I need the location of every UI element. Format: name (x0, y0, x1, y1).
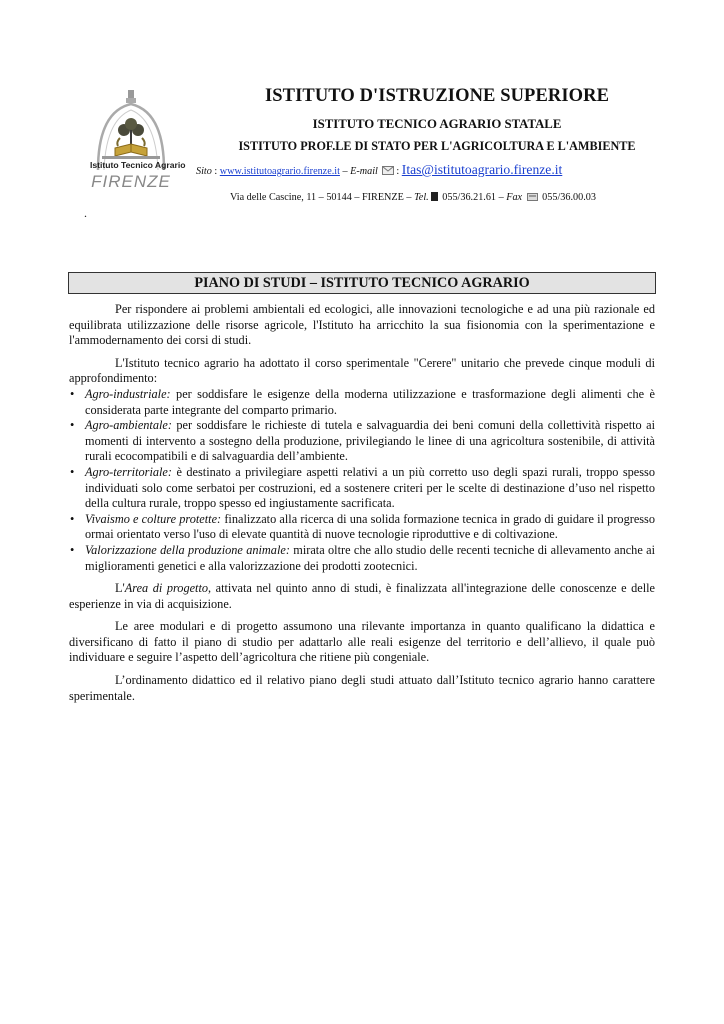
paragraph-area-progetto: L'Area di progetto, attivata nel quinto anno di studi, è finalizzata all'integrazione delle conoscenze e delle esperienze in via di acquisizione. (69, 581, 655, 611)
institute-title: ISTITUTO D'ISTRUZIONE SUPERIORE (264, 86, 610, 106)
fax-icon (527, 193, 538, 204)
area-progetto-text: , attivata nel quinto anno di studi, è finalizzata all'integrazione delle conoscenze e delle esperienze in via di acquisizione. (69, 581, 655, 611)
email-icon (382, 166, 394, 178)
bullet-icon: • (70, 464, 75, 479)
module-text: per soddisfare le richieste di tutela e salvaguardia dei beni comuni della collettività rispetto ai momenti di intervento a sostegno della produzione, privilegiando le linee di una agricoltura sostenibile, di attività rurali ecocompatibili e di salvaguardia dell’ambiente. (85, 418, 655, 464)
list-item (69, 465, 655, 512)
bullet-icon: • (70, 542, 75, 557)
section-title: PIANO DI STUDI – ISTITUTO TECNICO AGRARIO (68, 272, 656, 294)
logo-text-line2: FIRENZE (91, 172, 171, 191)
paragraph-intro: Per rispondere ai problemi ambientali ed ecologici, alle innovazioni tecnologiche e ad una più razionale ed equilibrata utilizzazione delle risorse agricole, l'Istituto ha arricchito la sua fisionomia con la sperimentazione e l'ammodernamento dei corsi di studi. (69, 302, 655, 348)
tel-number: 055/36.21.61 – (442, 192, 504, 203)
module-text: mirata oltre che allo studio delle recenti tecniche di allevamento anche ai miglioramenti genetici e alla valorizzazione dei prodotti zootecnici. (85, 542, 655, 573)
address-line (230, 192, 596, 204)
module-text: è destinato a privilegiare aspetti relativi a un più corretto uso degli spazi rurali, troppo spesso individuati solo come serbatoi per costruzioni, ed a sostenere criteri per le scelte di destinazione d’uso nel rispetto della cultura rurale, troppo spesso ed ingiustamente sacrificata. (85, 464, 655, 511)
list-item (69, 387, 655, 418)
school-logo (88, 86, 186, 202)
paragraph-cerere: L'Istituto tecnico agrario ha adottato il corso sperimentale "Cerere" unitario che prevede cinque moduli di approfondimento: (69, 355, 655, 386)
module-label: Agro-territoriale: (85, 464, 172, 479)
bullet-icon: • (70, 386, 75, 401)
institute-subtitle-2: ISTITUTO PROF.LE DI STATO PER L'AGRICOLTURA E L'AMBIENTE (238, 139, 636, 153)
list-item (69, 418, 655, 465)
phone-icon (431, 192, 438, 204)
stray-dot: . (84, 206, 87, 220)
list-item (69, 543, 655, 574)
list-item (69, 512, 655, 543)
module-label: Vivaismo e colture protette: (85, 511, 222, 526)
fax-number: 055/36.00.03 (542, 192, 596, 203)
bullet-icon: • (70, 418, 75, 433)
fax-label: Fax (506, 192, 523, 203)
paragraph-ordinamento: L’ordinamento didattico ed il relativo piano degli studi attuato dall’Istituto tecnico agrario hanno carattere sperimentale. (69, 673, 655, 703)
bullet-icon: • (70, 511, 75, 526)
email-link[interactable]: Itas@istitutoagrario.firenze.it (401, 162, 563, 177)
modules-list (69, 387, 655, 574)
document-body (69, 302, 655, 711)
site-link[interactable]: www.istitutoagrario.firenze.it (219, 166, 340, 177)
address-text: Via delle Cascine, 11 – 50144 – FIRENZE – (230, 192, 412, 203)
module-label: Agro-ambientale: (85, 418, 172, 433)
tel-label: Tel. (414, 192, 429, 203)
paragraph-aree-modulari: Le aree modulari e di progetto assumono una rilevante importanza in quanto qualificano la didattica e diversificano di fatto il piano di studio per adattarlo alle reali esigenze del territorio e dell’allievo, il quale può individuare e seguire l’aspetto dell’agricoltura che ritiene più congeniale. (69, 619, 655, 665)
contact-line: Sito : www.istitutoagrario.firenze.it – E-mail : Itas@istitutoagrario.firenze.it (196, 162, 563, 177)
module-text: finalizzato alla ricerca di una solida formazione tecnica in grado di guidare il progresso ormai orientato verso l'uso di elevate quantità di nuove tecnologie riproduttive e di coltivazione. (85, 511, 655, 542)
email-label: E-mail (350, 166, 378, 177)
institute-subtitle: ISTITUTO TECNICO AGRARIO STATALE (312, 117, 562, 131)
site-label: Sito (196, 166, 212, 177)
module-label: Valorizzazione della produzione animale: (85, 542, 290, 557)
logo-text-line1: Istituto Tecnico Agrario (90, 160, 186, 170)
module-label: Agro-industriale: (85, 386, 171, 401)
module-text: per soddisfare le esigenze della moderna utilizzazione e trasformazione degli alimenti che è considerata parte integrante del comparto primario. (85, 386, 655, 417)
area-progetto-label: Area di progetto (124, 581, 209, 596)
